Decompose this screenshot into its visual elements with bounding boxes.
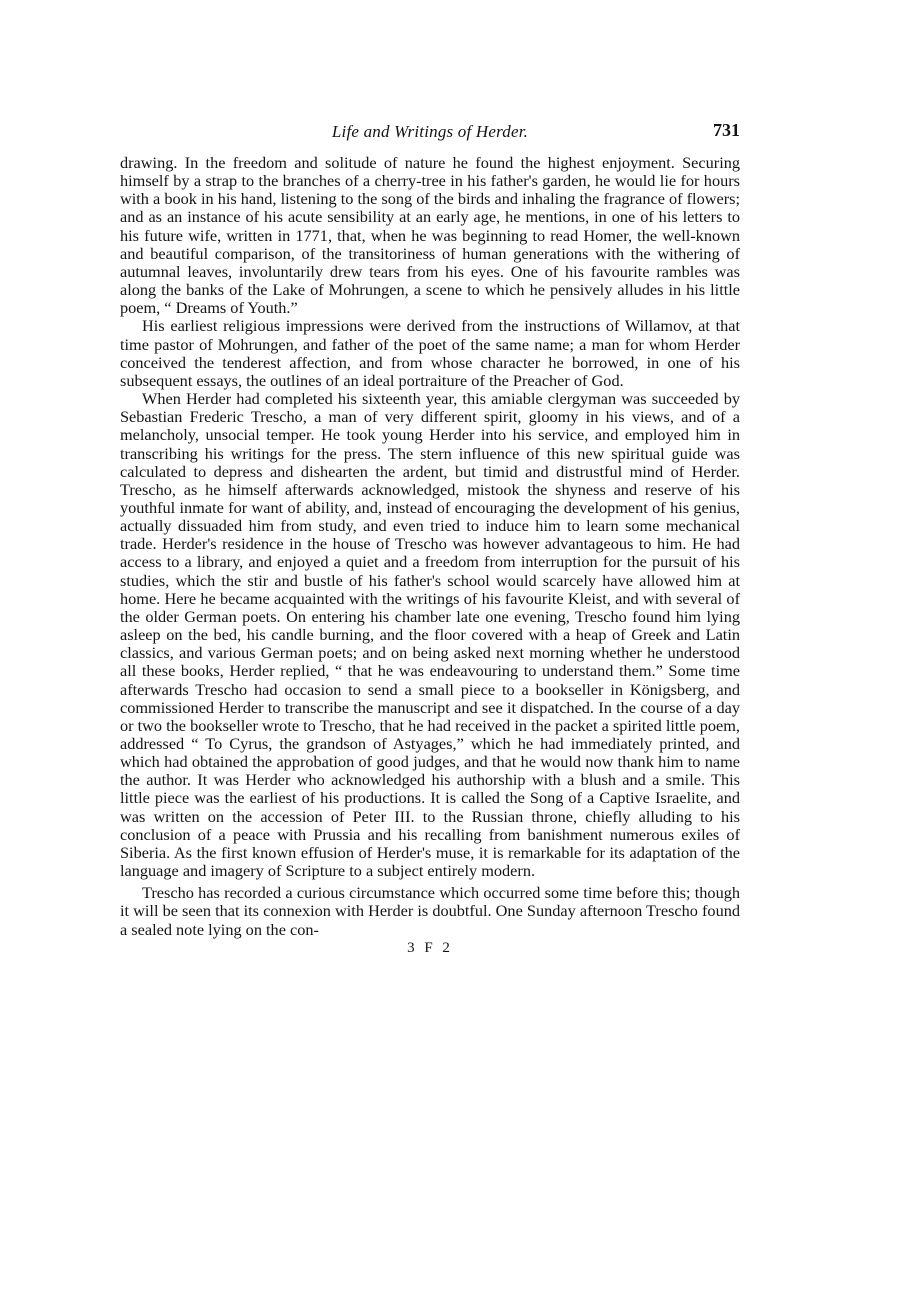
page-number: 731 [713, 120, 740, 140]
book-page [120, 118, 740, 957]
paragraph-4: Trescho has recorded a curious circumstance which occurred some time before this; though it will be seen that its connexion with Herder is doubtful. One Sunday afternoon Trescho found a sealed note lying on the con- [120, 883, 740, 939]
body-text [120, 154, 740, 939]
paragraph-3: When Herder had completed his sixteenth year, this amiable clergyman was succeeded by Sebastian Frederic Trescho, a man of very different spirit, gloomy in his views, and of a melancholy, unsocial temper. He took young Herder into his service, and employed him in transcribing his writings for the press. The stern influence of this new spiritual guide was calculated to depress and dishearten the ardent, but timid and distrustful mind of Herder. Trescho, as he himself afterwards acknowledged, mistook the shyness and reserve of his youthful inmate for want of ability, and, instead of encouraging the development of his genius, actually dissuaded him from study, and even tried to induce him to learn some mechanical trade. Herder's residence in the house of Trescho was however advantageous to him. He had access to a library, and enjoyed a quiet and a freedom from interruption for the pursuit of his studies, which the stir and bustle of his father's school would scarcely have allowed him at home. Here he became acquainted with the writings of his favourite Kleist, and with several of the older German poets. On entering his chamber late one evening, Trescho found him lying asleep on the bed, his candle burning, and the floor covered with a heap of Greek and Latin classics, and various German poets; and on being asked next morning whether he understood all these books, Herder replied, “ that he was endeavouring to understand them.” Some time afterwards Trescho had occasion to send a small piece to a bookseller in Königsberg, and commissioned Herder to transcribe the manuscript and see it dispatched. In the course of a day or two the bookseller wrote to Trescho, that he had received in the packet a spirited little poem, addressed “ To Cyrus, the grandson of Astyages,” which he had immediately printed, and which had obtained the approbation of good judges, and that he would now thank him to name the author. It was Herder who acknowledged his authorship with a blush and a smile. This little piece was the earliest of his productions. It is called the Song of a Captive Israelite, and was written on the accession of Peter III. to the Russian throne, chiefly alluding to his conclusion of a peace with Prussia and his recalling from banishment numerous exiles of Siberia. As the first known effusion of Herder's muse, it is remarkable for its adaptation of the language and imagery of Scripture to a subject entirely modern. [120, 389, 740, 881]
printer-signature-mark: 3 F 2 [407, 939, 453, 956]
running-title: Life and Writings of Herder. [331, 122, 529, 141]
page-header [120, 118, 740, 148]
paragraph-1: drawing. In the freedom and solitude of nature he found the highest enjoyment. Securing himself by a strap to the branches of a cherry-tree in his father's garden, he would lie for hours with a book in his hand, listening to the song of the birds and inhaling the fragrance of flowers; and as an instance of his acute sensibility at an early age, he mentions, in one of his letters to his future wife, written in 1771, that, when he was beginning to read Homer, the well-known and beautiful comparison, of the transitoriness of human generations with the withering of autumnal leaves, involuntarily drew tears from his eyes. One of his favourite rambles was along the banks of the Lake of Mohrungen, a scene to which he pensively alludes in his little poem, “ Dreams of Youth.” [120, 153, 740, 318]
paragraph-2: His earliest religious impressions were derived from the instructions of Willamov, at that time pastor of Mohrungen, and father of the poet of the same name; a man for whom Herder conceived the tenderest affection, and from whose character he borrowed, in one of his subsequent essays, the outlines of an ideal portraiture of the Preacher of God. [120, 316, 740, 390]
